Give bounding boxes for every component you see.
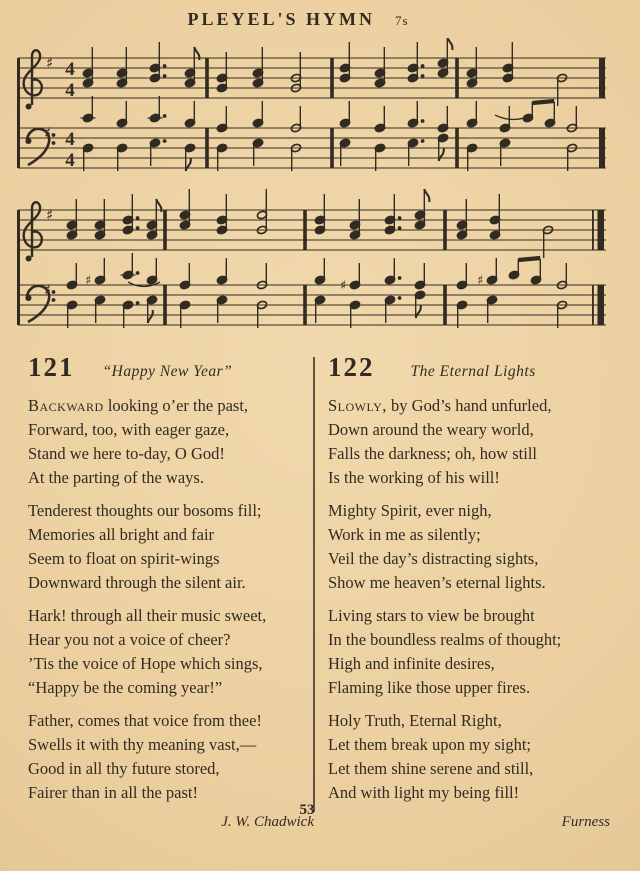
- svg-text:♯: ♯: [46, 206, 54, 224]
- verse-line: Down around the weary world,: [328, 420, 534, 439]
- meter-label: 7s: [394, 13, 409, 28]
- hymn-heading: [28, 352, 314, 383]
- verse-line: Mighty Spirit, ever nigh,: [328, 501, 492, 520]
- page-title: PLEYEL'S HYMN: [187, 9, 375, 29]
- verse-line: Good in all thy future stored,: [28, 759, 220, 778]
- verse-line: Holy Truth, Eternal Right,: [328, 711, 502, 730]
- hymn-verses: [328, 394, 616, 805]
- verse-line: “Happy be the coming year!”: [28, 678, 223, 697]
- verse-line: Hear you not a voice of cheer?: [28, 630, 231, 649]
- page-header: [0, 9, 618, 30]
- svg-text:♯: ♯: [340, 278, 347, 294]
- sheet-music-svg: [0, 38, 640, 350]
- verse-line: Memories all bright and fair: [28, 525, 215, 544]
- verse-line: Swells it with thy meaning vast,—: [28, 735, 257, 754]
- verse-line: Stand we here to-day, O God!: [28, 444, 225, 463]
- verse-lead-word: Slowly,: [328, 396, 387, 415]
- verse: [328, 499, 616, 595]
- verse-line: Show me heaven’s eternal lights.: [328, 573, 546, 592]
- verse-line: Forward, too, with eager gaze,: [28, 420, 230, 439]
- verse-line: Father, comes that voice from thee!: [28, 711, 262, 730]
- hymn-121: [28, 352, 314, 831]
- verse-line: High and infinite desires,: [328, 654, 495, 673]
- verse: [28, 499, 314, 595]
- verse: [28, 394, 314, 490]
- verse-line: Backward looking o’er the past,: [28, 396, 249, 415]
- verse-line: And with light my being fill!: [328, 783, 520, 802]
- verse-line: Let them break upon my sight;: [328, 735, 532, 754]
- hymn-number: 121: [28, 352, 75, 382]
- verse-line: In the boundless realms of thought;: [328, 630, 562, 649]
- verse-line: Fairer than in all the past!: [28, 783, 198, 802]
- svg-text:♯: ♯: [44, 124, 52, 142]
- hymn-122: [328, 352, 616, 831]
- svg-text:♯: ♯: [44, 281, 52, 299]
- verse-line: Downward through the silent air.: [28, 573, 246, 592]
- svg-text:♯: ♯: [46, 54, 54, 72]
- hymn-author: Furness: [561, 814, 610, 830]
- verse-line: Veil the day’s distracting sights,: [328, 549, 539, 568]
- verse: [28, 709, 314, 805]
- verse: [28, 604, 314, 700]
- verse-line: Falls the darkness; oh, how still: [328, 444, 537, 463]
- svg-text:4: 4: [65, 80, 75, 101]
- hymn-heading: [328, 352, 616, 383]
- verse-line: At the parting of the ways.: [28, 468, 204, 487]
- svg-text:4: 4: [65, 150, 75, 171]
- verse-line: Seem to float on spirit-wings: [28, 549, 220, 568]
- svg-text:4: 4: [65, 129, 75, 150]
- sheet-music: [0, 38, 640, 350]
- svg-text:♯: ♯: [477, 273, 484, 289]
- verse-line: ’Tis the voice of Hope which sings,: [28, 654, 263, 673]
- verse-line: Hark! through all their music sweet,: [28, 606, 267, 625]
- verse: [328, 604, 616, 700]
- verse-line: Flaming like those upper fires.: [328, 678, 531, 697]
- verse-line: Let them shine serene and still,: [328, 759, 534, 778]
- hymn-number: 122: [328, 352, 375, 382]
- verse-lead-word: Backward: [28, 396, 104, 415]
- verse-line: Living stars to view be brought: [328, 606, 535, 625]
- hymn-verses: [28, 394, 314, 805]
- hymn-title: The Eternal Lights: [410, 363, 536, 380]
- verse-line: Tenderest thoughts our bosoms fill;: [28, 501, 262, 520]
- hymn-title: “Happy New Year”: [102, 363, 233, 380]
- verse: [328, 709, 616, 805]
- verse-line: Is the working of his will!: [328, 468, 500, 487]
- verse: [328, 394, 616, 490]
- svg-text:♯: ♯: [85, 273, 92, 289]
- svg-text:4: 4: [65, 59, 75, 80]
- page-number: 53: [299, 802, 315, 818]
- hymn-author: J. W. Chadwick: [221, 814, 314, 830]
- verse-line: Work in me as silently;: [328, 525, 481, 544]
- verse-line: Slowly, by God’s hand unfurled,: [328, 396, 552, 415]
